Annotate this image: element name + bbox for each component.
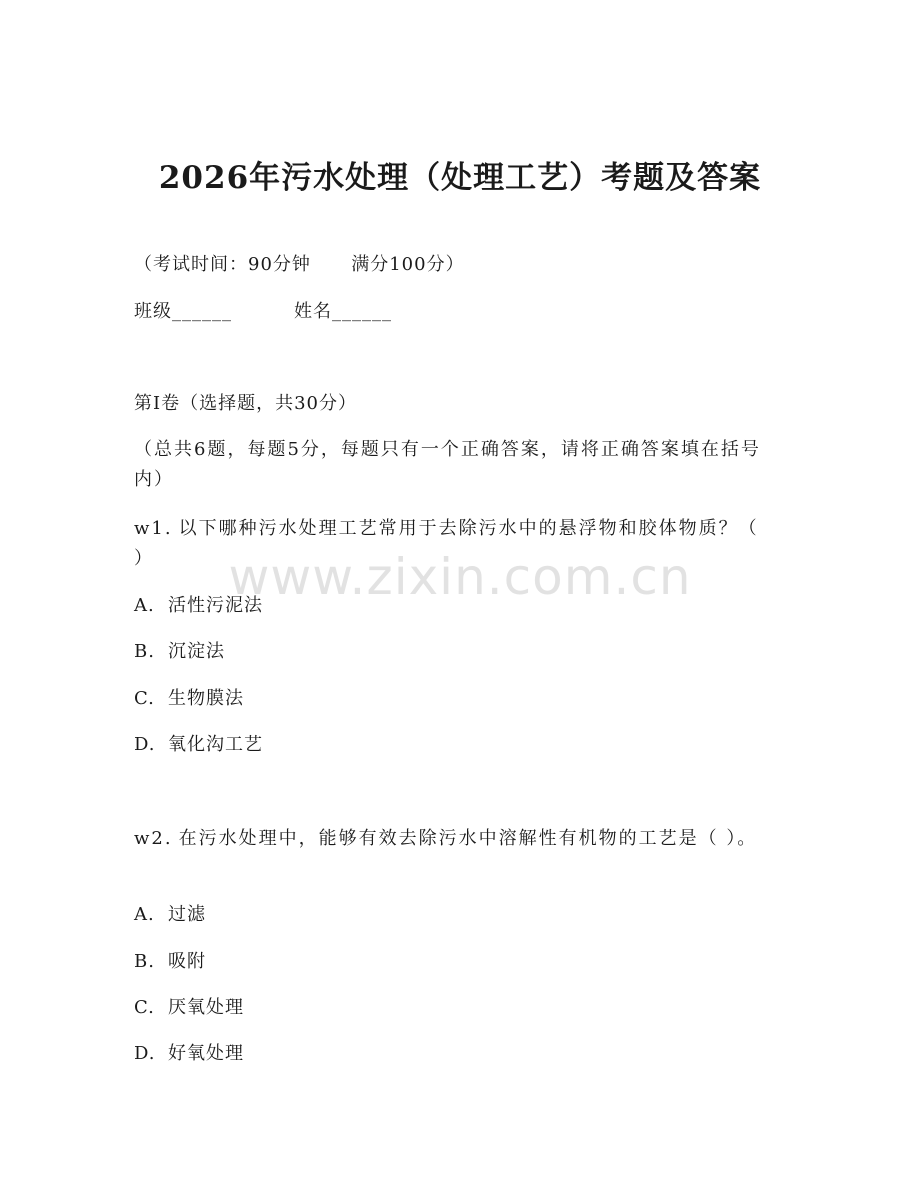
option-letter: B. — [134, 951, 155, 972]
question-1-option-c — [134, 684, 244, 714]
question-number: w2. — [134, 828, 173, 849]
page-title: 2026年污水处理（处理工艺）考题及答案 — [158, 160, 762, 196]
exam-info: （考试时间：90分钟 满分100分） — [134, 254, 465, 275]
option-text: 过滤 — [168, 904, 206, 925]
question-1 — [134, 514, 774, 574]
option-letter: C. — [134, 997, 155, 1018]
option-text: 生物膜法 — [168, 688, 244, 709]
question-number: w1. — [134, 518, 173, 539]
option-text: 氧化沟工艺 — [168, 734, 263, 755]
option-text: 厌氧处理 — [168, 997, 244, 1018]
option-text: 活性污泥法 — [168, 595, 263, 616]
option-letter: B. — [134, 641, 155, 662]
watermark: www.zixin.com.cn — [228, 548, 692, 606]
section-note: （总共6题，每题5分，每题只有一个正确答案，请将正确答案填在括号内） — [134, 439, 761, 490]
option-letter: D. — [134, 1043, 156, 1064]
name-field-label: 姓名______ — [294, 301, 392, 322]
question-2-option-b — [134, 947, 206, 977]
question-2-option-c — [134, 993, 244, 1023]
option-letter: C. — [134, 688, 155, 709]
option-text: 好氧处理 — [168, 1043, 244, 1064]
question-2 — [134, 824, 774, 854]
class-field-label: 班级______ — [134, 301, 232, 322]
option-letter: A. — [134, 595, 155, 616]
section-title: 第I卷（选择题，共30分） — [134, 393, 358, 414]
question-1-option-a — [134, 591, 263, 621]
question-1-option-d — [134, 730, 263, 760]
question-2-option-a — [134, 900, 206, 930]
question-1-option-b — [134, 637, 225, 667]
option-letter: A. — [134, 904, 155, 925]
option-letter: D. — [134, 734, 156, 755]
question-text: 以下哪种污水处理工艺常用于去除污水中的悬浮物和胶体物质？（ ） — [134, 518, 759, 569]
question-text: 在污水处理中，能够有效去除污水中溶解性有机物的工艺是（ ）。 — [178, 828, 758, 849]
option-text: 沉淀法 — [168, 641, 225, 662]
option-text: 吸附 — [168, 951, 206, 972]
question-2-option-d — [134, 1039, 244, 1069]
